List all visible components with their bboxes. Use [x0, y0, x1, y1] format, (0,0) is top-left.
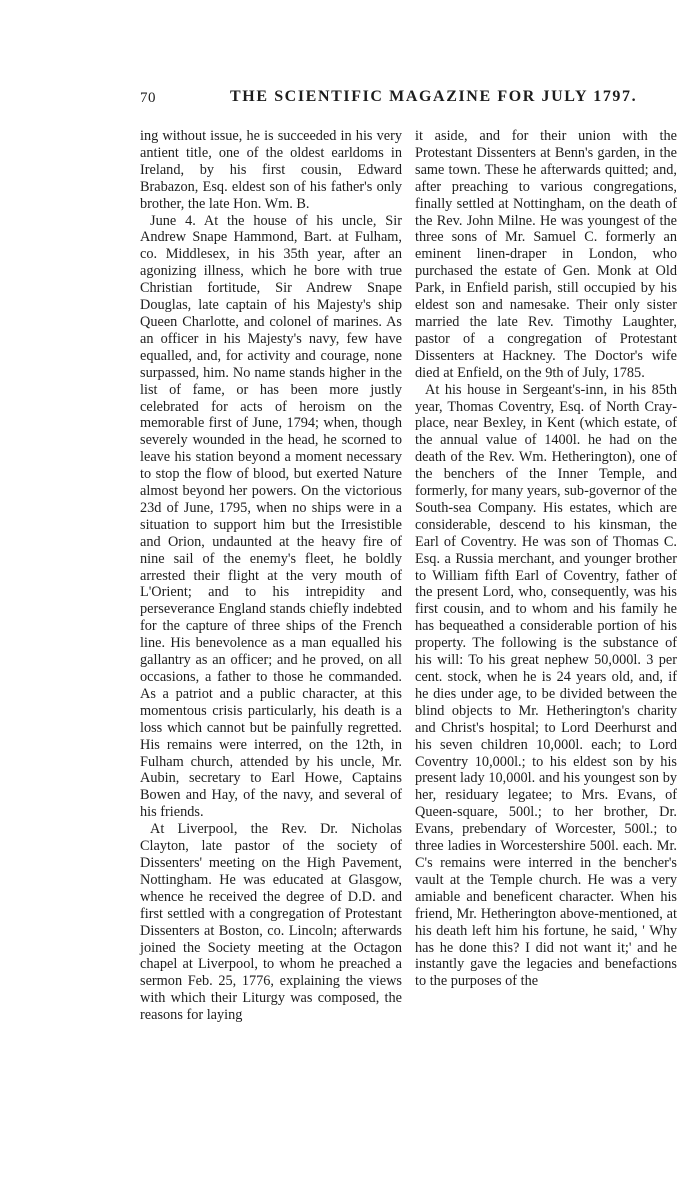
left-column	[140, 128, 402, 1024]
paragraph: ing without issue, he is succeeded in his very antient title, one of the oldest earldoms in Ireland, by his first cousin, Edward Brabazon, Esq. eldest son of his father's only brother, the late Hon. Wm. B.	[140, 128, 402, 212]
paragraph: it aside, and for their union with the Protestant Dissenters at Benn's garden, in the same town. These he afterwards quitted; and, after preaching to various congregations, finally settled at Nottingham, on the death of the Rev. John Milne. He was youngest of the three sons of Mr. Samuel C. formerly an eminent linen-draper in London, who purchased the estate of Gen. Monk at Old Park, in Enfield parish, still occupied by his eldest son and namesake. Their only sister married the late Rev. Timothy Laughter, pastor of a congregation of Protestant Dissenters at Hackney. The Doctor's wife died at Enfield, on the 9th of July, 1785.	[415, 128, 677, 381]
paragraph: At his house in Sergeant's-inn, in his 85th year, Thomas Coventry, Esq. of North Cray-place, near Bexley, in Kent (which estate, of the annual value of 1400l. he had on the death of the Rev. Wm. Hetherington), one of the benchers of the Inner Temple, and formerly, for many years, sub-governor of the South-sea Company. His estates, which are considerable, descend to his kinsman, the Earl of Coventry. He was son of Thomas C. Esq. a Russia merchant, and younger brother to William fifth Earl of Coventry, father of the present Lord, who, consequently, was his first cousin, and to whom and his family he has bequeathed a considerable portion of his property. The following is the substance of his will: To his great nephew 50,000l. 3 per cent. stock, when he is 24 years old, and, if he dies under age, to be divided between the blind objects to Mr. Hetherington's charity and Christ's hospital; to Lord Deerhurst and his seven children 10,000l. each; to Lord Coventry 10,000l.; to his eldest son by his present lady 10,000l. and his youngest son by her, residuary legatee; to Mrs. Evans, of Queen-square, 500l.; to her brother, Dr. Evans, prebendary of Worcester, 500l.; to three ladies in Worcestershire 500l. each. Mr. C's remains were interred in the bencher's vault at the Temple church. He was a very amiable and beneficent character. When his friend, Mr. Hetherington above-mentioned, at his death left him his fortune, he said, ' Why has he done this? I did not want it;' and he instantly gave the legacies and benefactions to the purposes of the	[415, 381, 677, 990]
right-column	[415, 128, 677, 990]
running-head	[140, 88, 660, 112]
page-number: 70	[140, 90, 156, 106]
header-title: THE SCIENTIFIC MAGAZINE FOR JULY 1797.	[230, 88, 638, 105]
paragraph: At Liverpool, the Rev. Dr. Nicholas Clayton, late pastor of the society of Dissenters' meeting on the High Pavement, Nottingham. He was educated at Glasgow, whence he received the degree of D.D. and first settled with a congregation of Protestant Dissenters at Boston, co. Lincoln; afterwards joined the Society meeting at the Octagon chapel at Liverpool, to whom he preached a sermon Feb. 25, 1776, explaining the views with which their Liturgy was composed, the reasons for laying	[140, 821, 402, 1024]
paragraph: June 4. At the house of his uncle, Sir Andrew Snape Hammond, Bart. at Fulham, co. Middlesex, in his 35th year, after an agonizing illness, which he bore with true Christian fortitude, Sir Andrew Snape Douglas, late captain of his Majesty's ship Queen Charlotte, and colonel of marines. As an officer in his Majesty's navy, few have equalled, and, for activity and courage, none surpassed, him. No name stands higher in the list of fame, or has been more justly celebrated for acts of heroism on the memorable first of June, 1794; when, though severely wounded in the head, he scorned to leave his station beyond a moment necessary to stop the flow of blood, but exerted Nature almost beyond her powers. On the victorious 23d of June, 1795, when no ships were in a situation to support him but the Irresistible and Orion, undaunted at the heavy fire of nine sail of the enemy's fleet, he boldly arrested their flight at the very mouth of L'Orient; and to his intrepidity and perseverance England stands chiefly indebted for the capture of three ships of the French line. His benevolence as a man equalled his gallantry as an officer; and he proved, on all occasions, a father to those he commanded. As a patriot and a public character, at this momentous crisis particularly, his death is a loss which cannot but be painfully regretted. His remains were interred, on the 12th, in Fulham church, attended by his uncle, Mr. Aubin, secretary to Earl Howe, Captains Bowen and Hay, of the navy, and several of his friends.	[140, 212, 402, 821]
